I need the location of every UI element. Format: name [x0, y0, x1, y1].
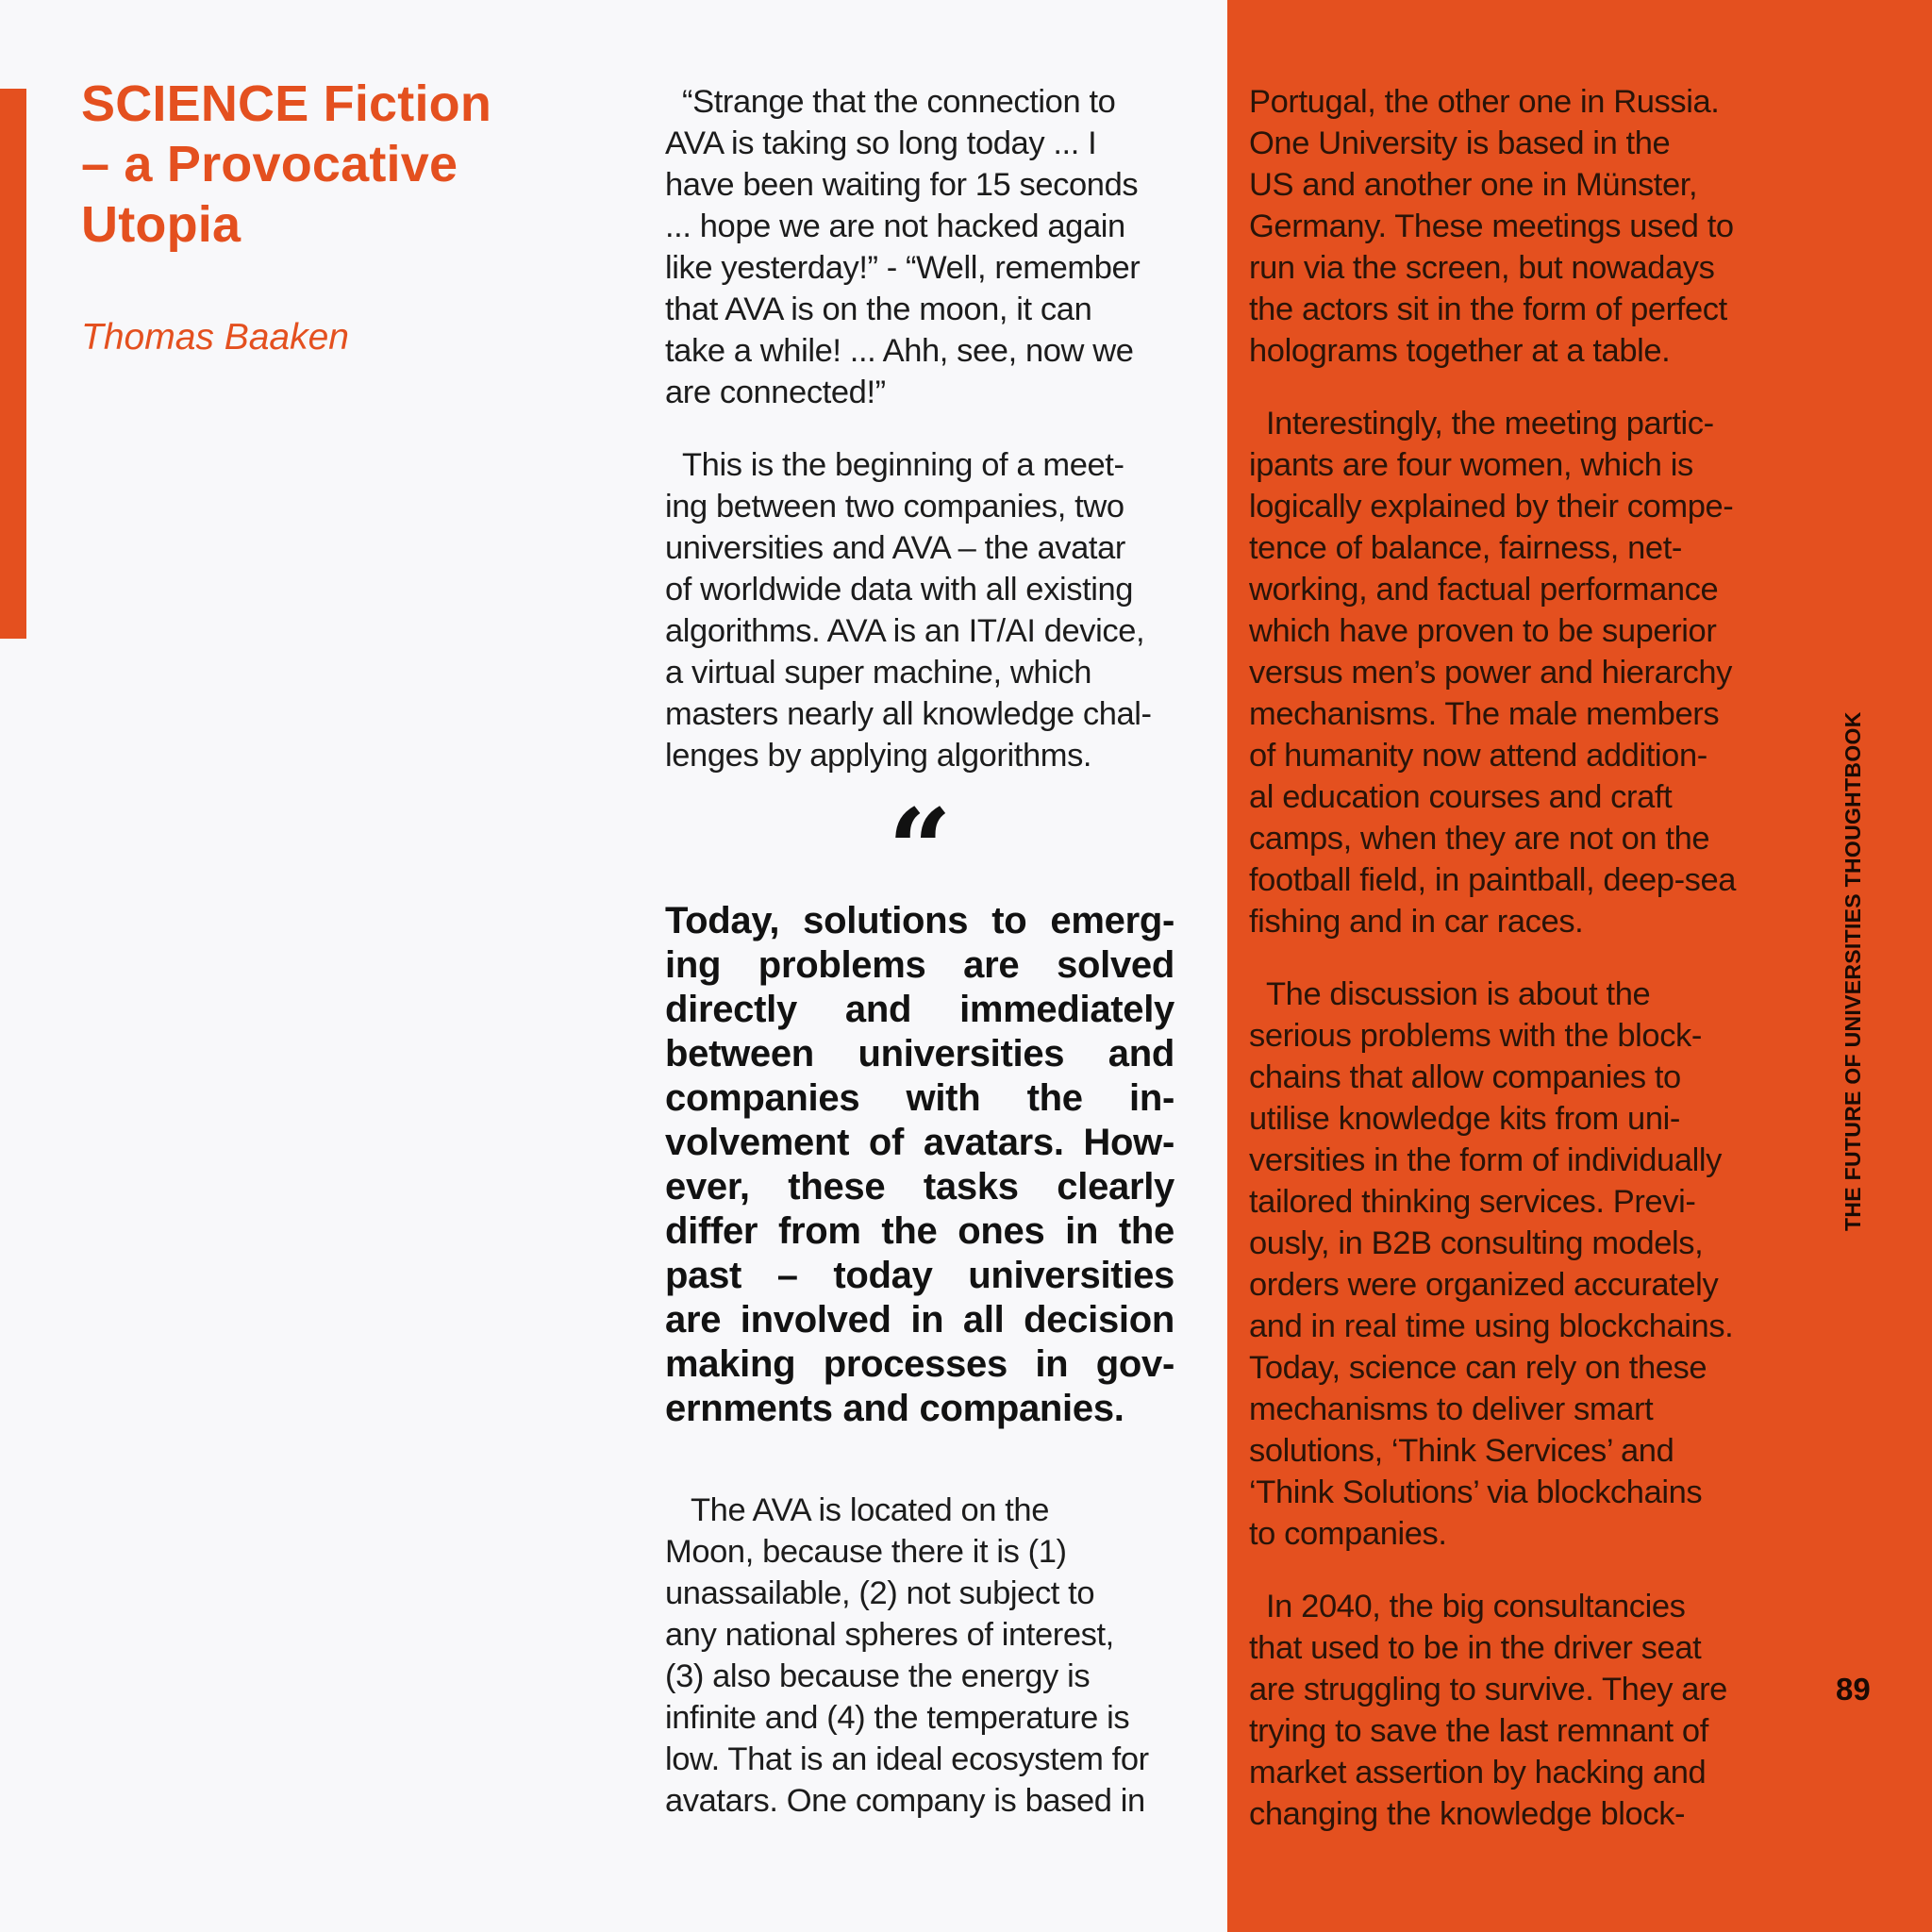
- text-line: chains that allow companies to: [1249, 1059, 1681, 1095]
- pull-quote-line: companies with the in-: [665, 1077, 1174, 1119]
- text-line: Germany. These meetings used to: [1249, 208, 1734, 244]
- text-line: tence of balance, fairness, net-: [1249, 530, 1682, 566]
- text-line: Portugal, the other one in Russia.: [1249, 84, 1720, 120]
- text-line: logically explained by their compe-: [1249, 489, 1734, 525]
- pull-quote: [665, 899, 1174, 1431]
- text-line: low. That is an ideal ecosystem for: [665, 1741, 1149, 1777]
- text-line: The AVA is located on the: [691, 1492, 1049, 1528]
- text-line: changing the knowledge block-: [1249, 1796, 1686, 1832]
- author-name: Thomas Baaken: [81, 317, 349, 358]
- text-line: are struggling to survive. They are: [1249, 1672, 1727, 1707]
- pull-quote-line: past – today universities: [665, 1255, 1174, 1296]
- text-line: ... hope we are not hacked again: [665, 208, 1125, 244]
- accent-bar: [0, 89, 26, 639]
- text-line: any national spheres of interest,: [665, 1617, 1114, 1653]
- text-line: the actors sit in the form of perfect: [1249, 291, 1727, 327]
- text-line: infinite and (4) the temperature is: [665, 1700, 1130, 1736]
- page-number: 89: [1836, 1672, 1871, 1707]
- text-line: The discussion is about the: [1266, 976, 1651, 1012]
- text-line: ously, in B2B consulting models,: [1249, 1225, 1704, 1261]
- text-line: al education courses and craft: [1249, 779, 1673, 815]
- text-line: orders were organized accurately: [1249, 1267, 1719, 1303]
- text-line: This is the beginning of a meet-: [682, 447, 1124, 483]
- text-line: which have proven to be superior: [1249, 613, 1717, 649]
- paragraph-blockchains: [1249, 974, 1758, 1555]
- text-line: Interestingly, the meeting partic-: [1266, 406, 1714, 441]
- text-line: and in real time using blockchains.: [1249, 1308, 1734, 1344]
- text-line: mechanisms. The male members: [1249, 696, 1720, 732]
- text-line: universities and AVA – the avatar: [665, 530, 1125, 566]
- pull-quote-line: are involved in all decision: [665, 1299, 1174, 1341]
- text-line: solutions, ‘Think Services’ and: [1249, 1433, 1674, 1469]
- text-line: fishing and in car races.: [1249, 904, 1584, 940]
- quote-mark-icon: “: [888, 784, 952, 915]
- pull-quote-line: ing problems are solved: [665, 944, 1174, 986]
- text-line: “Strange that the connection to: [682, 84, 1116, 120]
- text-line: of humanity now attend addition-: [1249, 738, 1707, 774]
- text-line: football field, in paintball, deep-sea: [1249, 862, 1737, 898]
- text-line: camps, when they are not on the: [1249, 821, 1710, 857]
- text-line: tailored thinking services. Previ-: [1249, 1184, 1696, 1220]
- title-line: Utopia: [81, 196, 242, 253]
- title-line: SCIENCE Fiction: [81, 75, 492, 132]
- right-panel: [1227, 0, 1932, 1932]
- paragraph-consultancies: [1249, 1586, 1758, 1835]
- text-line: market assertion by hacking and: [1249, 1755, 1707, 1790]
- paragraph-locations: [1249, 81, 1758, 372]
- text-line: are connected!”: [665, 375, 886, 410]
- text-line: of worldwide data with all existing: [665, 572, 1134, 608]
- text-line: that AVA is on the moon, it can: [665, 291, 1092, 327]
- text-line: holograms together at a table.: [1249, 333, 1671, 369]
- paragraph-participants: [1249, 403, 1758, 942]
- text-line: algorithms. AVA is an IT/AI device,: [665, 613, 1145, 649]
- running-title: THE FUTURE OF UNIVERSITIES THOUGHTBOOK: [1840, 711, 1865, 1231]
- pull-quote-line: between universities and: [665, 1033, 1174, 1074]
- text-line: AVA is taking so long today ... I: [665, 125, 1097, 161]
- text-line: versities in the form of individually: [1249, 1142, 1722, 1178]
- title-line: – a Provocative: [81, 136, 458, 192]
- text-line: mechanisms to deliver smart: [1249, 1391, 1654, 1427]
- text-line: unassailable, (2) not subject to: [665, 1575, 1095, 1611]
- paragraph-dialogue: [665, 81, 1174, 413]
- pull-quote-line: ernments and companies.: [665, 1388, 1124, 1429]
- text-line: run via the screen, but nowadays: [1249, 250, 1715, 286]
- text-line: a virtual super machine, which: [665, 655, 1092, 691]
- pull-quote-line: volvement of avatars. How-: [665, 1122, 1174, 1163]
- pull-quote-line: directly and immediately: [665, 989, 1174, 1030]
- text-line: serious problems with the block-: [1249, 1018, 1702, 1054]
- text-line: versus men’s power and hierarchy: [1249, 655, 1732, 691]
- text-line: take a while! ... Ahh, see, now we: [665, 333, 1134, 369]
- paragraph-moon: [665, 1490, 1174, 1822]
- column-middle: [665, 81, 1174, 1822]
- article-header: [81, 74, 609, 360]
- text-line: Moon, because there it is (1): [665, 1534, 1067, 1570]
- text-line: lenges by applying algorithms.: [665, 738, 1092, 774]
- text-line: ing between two companies, two: [665, 489, 1124, 525]
- text-line: One University is based in the: [1249, 125, 1671, 161]
- article-title: [81, 74, 609, 255]
- pull-quote-line: ever, these tasks clearly: [665, 1166, 1174, 1208]
- text-line: Today, science can rely on these: [1249, 1350, 1707, 1386]
- text-line: (3) also because the energy is: [665, 1658, 1091, 1694]
- pull-quote-line: making processes in gov-: [665, 1343, 1174, 1385]
- text-line: trying to save the last remnant of: [1249, 1713, 1708, 1749]
- text-line: like yesterday!” - “Well, remember: [665, 250, 1141, 286]
- text-line: utilise knowledge kits from uni-: [1249, 1101, 1680, 1137]
- text-line: US and another one in Münster,: [1249, 167, 1698, 203]
- column-right: [1249, 81, 1758, 1835]
- text-line: that used to be in the driver seat: [1249, 1630, 1702, 1666]
- text-line: ipants are four women, which is: [1249, 447, 1693, 483]
- text-line: to companies.: [1249, 1516, 1447, 1552]
- paragraph-intro: [665, 444, 1174, 776]
- text-line: ‘Think Solutions’ via blockchains: [1249, 1474, 1703, 1510]
- text-line: In 2040, the big consultancies: [1266, 1589, 1686, 1624]
- text-line: avatars. One company is based in: [665, 1783, 1145, 1819]
- text-line: working, and factual performance: [1249, 572, 1719, 608]
- text-line: masters nearly all knowledge chal-: [665, 696, 1152, 732]
- text-line: have been waiting for 15 seconds: [665, 167, 1139, 203]
- pull-quote-line: differ from the ones in the: [665, 1210, 1174, 1252]
- pull-quote-line: Today, solutions to emerg-: [665, 900, 1174, 941]
